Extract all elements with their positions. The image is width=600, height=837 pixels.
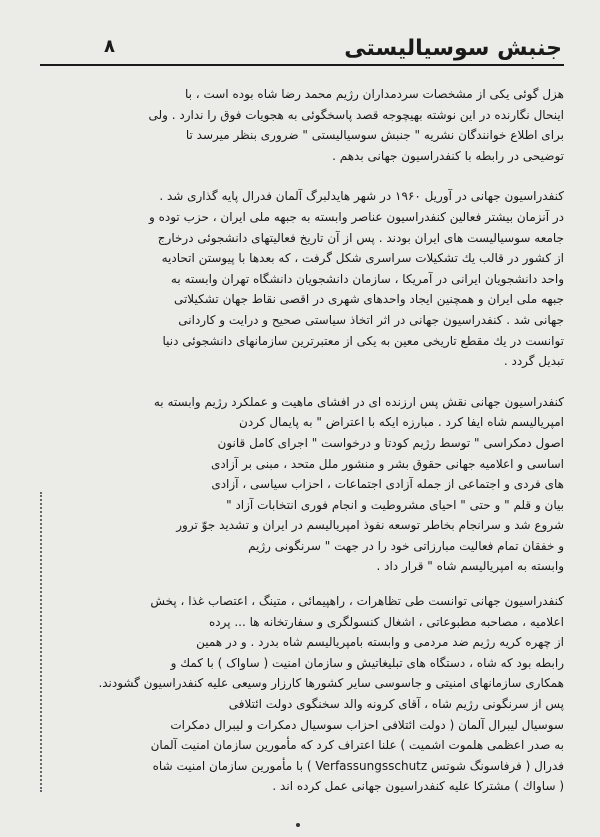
text-line: همکاری سازمانهای امنیتی و جاسوسی سایر کشورها کارزار وسیعی علیه کنفدراسیون گشودند. [98,676,564,691]
text-line: توضیحی در رابطه با کنفدراسیون جهانی بدهم . [332,148,564,163]
text-line: از چهره کریه رژیم ضد مردمی و وابسته بامپریالیسم شاه بدرد . و در همین [196,635,564,650]
text-line: در آنزمان بیشتر فعالین کنفدراسیون عناصر وابسته به جبهه ملی ایران ، حزب توده و [148,209,564,224]
text-line: اعلامیه ، مصاحبه مطبوعاتی ، اشغال کنسولگری و سفارتخانه ها ... پرده [208,614,564,629]
text-line: از کشور در قالب یك تشکیلات سراسری شکل گرفت ، که بعدها با پیوستن اتحادیه [161,251,564,266]
text-line: واحد دانشجویان ایرانی در آمریکا ، سازمان دانشجویان دانشگاه تهران وابسته به [170,271,564,286]
paragraph-3 [40,392,564,577]
page-header [40,30,564,66]
text-line: جهانی شد . کنفدراسیون جهانی در اثر اتخاذ سیاستی صحیح و درایت و کاردانی [178,312,564,327]
paragraph-1 [40,84,564,166]
text-line: کنفدراسیون جهانی نقش پس ارزنده ای در افشای ماهیت و عملکرد رژیم وابسته به [153,394,564,409]
text-line: بیان و قلم " و حتی " احیای مشروطیت و انجام فوری انتخابات آزاد " [226,497,564,512]
text-line: هزل گوئی یکی از مشخصات سردمداران رژیم محمد رضا شاه بوده است ، با [184,87,564,101]
text-line: کنفدراسیون جهانی در آوریل ۱۹۶۰ در شهر هایدلبرگ آلمان فدرال پایه گذاری شد . [159,189,564,204]
article-body [40,84,564,797]
text-line: برای اطلاع خوانندگان نشریه " جنبش سوسیالیستی " ضروری بنظر میرسد تا [185,128,564,143]
paragraph-4 [40,591,564,797]
text-line: کنفدراسیون جهانی توانست طی تظاهرات ، راهپیمائی ، متینگ ، اعتصاب غذا ، پخش [150,594,564,609]
text-line: اساسی و اعلامیه جهانی حقوق بشر و منشور ملل متحد ، مبنی بر آزادی [210,456,564,471]
text-line: های فردی و اجتماعی از جمله آزادی اجتماعات ، احزاب سیاسی ، آزادی [211,477,564,492]
text-line: به صدر اعظمی هلموت اشمیت ) علنا اعتراف کرد که مأمورین سازمان امنیت آلمان [150,738,564,753]
page-title: جنبش سوسیالیستی [344,36,562,61]
text-line: امپریالیسم شاه ایفا کرد . مبارزه ایکه با اعتراض " به پایمال کردن [239,415,564,430]
text-line: شروع شد و سرانجام بخاطر توسعه نفوذ امپریالیسم در ایران و تشدید جوّ ترور [176,518,564,533]
text-line: ( ساواك ) مشترکا علیه کنفدراسیون جهانی عمل کرده اند . [272,779,564,794]
text-line: جامعه سوسیالیست های ایران بودند . پس از آن تاریخ فعالیتهای دانشجوئی درخارج [157,230,564,245]
text-line: اینحال نگارنده در این نوشته بهیچوجه قصد پاسخگوئی به هجویات فوق را ندارد . ولی [148,107,564,122]
page-number: ۸ [104,36,115,57]
text-line: پس از سرنگونی رژیم شاه ، آقای کرونه والد سخنگوی دولت ائتلافی [228,697,564,712]
text-line: و خفقان تمام فعالیت مبارزاتی خود را در جهت " سرنگونی رژیم [248,538,564,553]
text-line: سوسیال لیبرال آلمان ( دولت ائتلافی احزاب سوسیال دمکرات و لیبرال دمکرات [170,717,564,732]
text-line: جبهه ملی ایران و همچنین ایجاد واحدهای شهری در اقصی نقاط جهان تشکیلاتی [173,292,564,307]
footer-dot [296,823,300,827]
text-line: اصول دمکراسی " توسط رژیم کودتا و درخواست " اجرای کامل قانون [217,435,564,450]
paragraph-2 [40,186,564,371]
text-line: تبدیل گردد . [503,354,564,369]
text-line: رابطه بود که شاه ، دستگاه های تبلیغاتیش و سازمان امنیت ( ساواک ) با کمك و [170,655,564,670]
text-line: فدرال ( فرفاسونگ شوتس Verfassungsschutz ) با مأمورین سازمان امنیت شاه [152,758,564,773]
text-line: توانست در یك مقطع تاریخی معین به یکی از معتبرترین سازمانهای دانشجوئی دنیا [162,333,564,348]
text-line: وابسته به امپریالیسم شاه " قرار داد . [376,559,564,574]
margin-dotted-line [40,492,44,792]
